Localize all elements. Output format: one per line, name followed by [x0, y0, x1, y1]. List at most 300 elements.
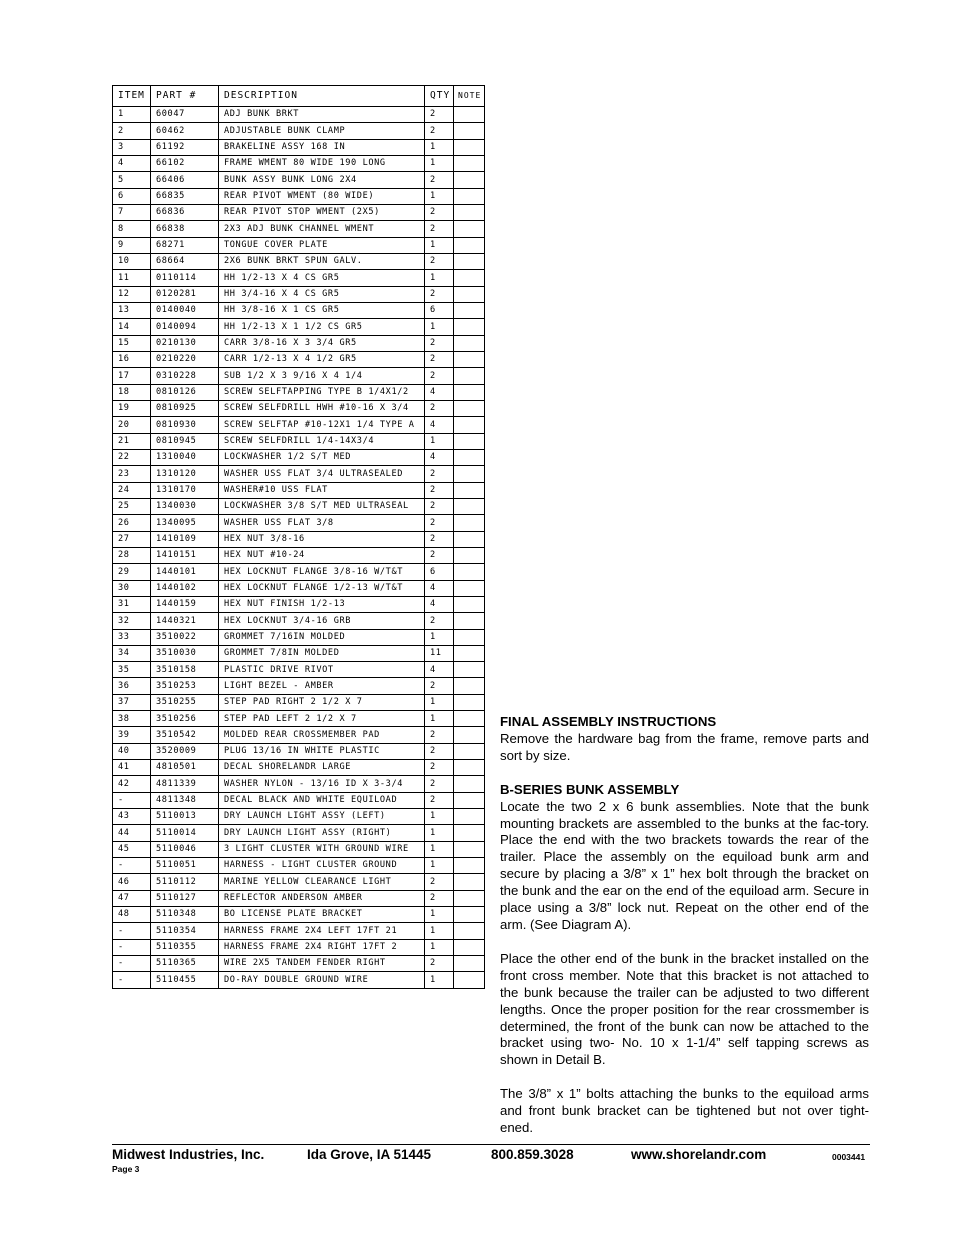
note-cell — [454, 221, 485, 237]
note-cell — [454, 596, 485, 612]
note-cell — [454, 433, 485, 449]
note-cell — [454, 204, 485, 220]
note-cell — [454, 531, 485, 547]
footer-city: Ida Grove, IA 51445 — [307, 1147, 432, 1162]
item-cell: 21 — [113, 433, 151, 449]
item-cell: 36 — [113, 678, 151, 694]
part-number-cell: 0110114 — [151, 270, 219, 286]
qty-cell: 1 — [425, 629, 454, 645]
part-number-cell: 1310170 — [151, 482, 219, 498]
bunk-assembly-paragraph-2: Place the other end of the bunk in the bracket installed on the front cross member. Note that this bracket is not attached to the bunk because the trailer can be adjusted to two different lengths. Once the proper position for the rear crossmember is determined, the front of the bunk can now be attached to the bracket using two- No. 10 x 1-1/4” self tapping screws as shown in Detail B. — [500, 950, 869, 1068]
part-number-cell: 1410109 — [151, 531, 219, 547]
table-row — [113, 727, 485, 743]
note-cell — [454, 760, 485, 776]
description-cell: SCREW SELFTAP #10-12X1 1/4 TYPE A — [219, 417, 425, 433]
item-cell: 46 — [113, 874, 151, 890]
qty-cell: 4 — [425, 580, 454, 596]
qty-cell: 2 — [425, 613, 454, 629]
qty-cell: 1 — [425, 711, 454, 727]
note-cell — [454, 368, 485, 384]
table-row — [113, 694, 485, 710]
table-row — [113, 760, 485, 776]
table-row — [113, 107, 485, 123]
table-row — [113, 400, 485, 416]
item-cell: 14 — [113, 319, 151, 335]
description-cell: DRY LAUNCH LIGHT ASSY (LEFT) — [219, 809, 425, 825]
table-row — [113, 711, 485, 727]
table-row — [113, 482, 485, 498]
table-row — [113, 139, 485, 155]
note-cell — [454, 841, 485, 857]
part-number-cell: 66406 — [151, 172, 219, 188]
assembly-instructions — [500, 714, 869, 1137]
table-row — [113, 613, 485, 629]
item-cell: - — [113, 792, 151, 808]
item-cell: 45 — [113, 841, 151, 857]
table-row — [113, 302, 485, 318]
header-description: DESCRIPTION — [219, 86, 425, 107]
part-number-cell: 3510256 — [151, 711, 219, 727]
part-number-cell: 3510030 — [151, 645, 219, 661]
qty-cell: 2 — [425, 776, 454, 792]
part-number-cell: 5110127 — [151, 890, 219, 906]
part-number-cell: 1310120 — [151, 466, 219, 482]
item-cell: 12 — [113, 286, 151, 302]
table-row — [113, 417, 485, 433]
qty-cell: 2 — [425, 727, 454, 743]
part-number-cell: 4810501 — [151, 760, 219, 776]
note-cell — [454, 629, 485, 645]
part-number-cell: 5110046 — [151, 841, 219, 857]
final-assembly-text: Remove the hardware bag from the frame, remove parts and sort by size. — [500, 730, 869, 763]
item-cell: 19 — [113, 400, 151, 416]
table-row — [113, 188, 485, 204]
table-row — [113, 384, 485, 400]
part-number-cell: 5110355 — [151, 939, 219, 955]
part-number-cell: 5110455 — [151, 972, 219, 988]
qty-cell: 2 — [425, 760, 454, 776]
note-cell — [454, 727, 485, 743]
description-cell: BO LICENSE PLATE BRACKET — [219, 907, 425, 923]
part-number-cell: 3520009 — [151, 743, 219, 759]
description-cell: HH 3/8-16 X 1 CS GR5 — [219, 302, 425, 318]
note-cell — [454, 711, 485, 727]
note-cell — [454, 890, 485, 906]
table-row — [113, 776, 485, 792]
description-cell: REFLECTOR ANDERSON AMBER — [219, 890, 425, 906]
description-cell: HEX NUT 3/8-16 — [219, 531, 425, 547]
description-cell: GROMMET 7/16IN MOLDED — [219, 629, 425, 645]
footer-phone: 800.859.3028 — [491, 1147, 574, 1162]
qty-cell: 1 — [425, 809, 454, 825]
part-number-cell: 66838 — [151, 221, 219, 237]
footer-website: www.shorelandr.com — [631, 1147, 767, 1162]
qty-cell: 1 — [425, 841, 454, 857]
part-number-cell: 68664 — [151, 253, 219, 269]
part-number-cell: 66835 — [151, 188, 219, 204]
table-row — [113, 580, 485, 596]
table-row — [113, 629, 485, 645]
description-cell: FRAME WMENT 80 WIDE 190 LONG — [219, 155, 425, 171]
table-row — [113, 939, 485, 955]
description-cell: STEP PAD RIGHT 2 1/2 X 7 — [219, 694, 425, 710]
item-cell: 37 — [113, 694, 151, 710]
note-cell — [454, 515, 485, 531]
item-cell: 4 — [113, 155, 151, 171]
item-cell: 43 — [113, 809, 151, 825]
table-row — [113, 564, 485, 580]
part-number-cell: 0210220 — [151, 351, 219, 367]
description-cell: LIGHT BEZEL - AMBER — [219, 678, 425, 694]
description-cell: HH 1/2-13 X 1 1/2 CS GR5 — [219, 319, 425, 335]
qty-cell: 11 — [425, 645, 454, 661]
item-cell: 5 — [113, 172, 151, 188]
part-number-cell: 5110013 — [151, 809, 219, 825]
note-cell — [454, 939, 485, 955]
part-number-cell: 5110051 — [151, 858, 219, 874]
description-cell: SCREW SELFDRILL 1/4-14X3/4 — [219, 433, 425, 449]
item-cell: 33 — [113, 629, 151, 645]
table-row — [113, 515, 485, 531]
note-cell — [454, 123, 485, 139]
part-number-cell: 3510158 — [151, 662, 219, 678]
note-cell — [454, 139, 485, 155]
part-number-cell: 5110014 — [151, 825, 219, 841]
description-cell: HH 3/4-16 X 4 CS GR5 — [219, 286, 425, 302]
qty-cell: 1 — [425, 433, 454, 449]
description-cell: WIRE 2X5 TANDEM FENDER RIGHT — [219, 956, 425, 972]
description-cell: HEX NUT #10-24 — [219, 547, 425, 563]
qty-cell: 2 — [425, 204, 454, 220]
item-cell: 9 — [113, 237, 151, 253]
qty-cell: 4 — [425, 384, 454, 400]
table-row — [113, 221, 485, 237]
note-cell — [454, 237, 485, 253]
table-row — [113, 825, 485, 841]
description-cell: BUNK ASSY BUNK LONG 2X4 — [219, 172, 425, 188]
part-number-cell: 1440159 — [151, 596, 219, 612]
note-cell — [454, 858, 485, 874]
part-number-cell: 5110365 — [151, 956, 219, 972]
description-cell: WASHER NYLON - 13/16 ID X 3-3/4 — [219, 776, 425, 792]
part-number-cell: 0810945 — [151, 433, 219, 449]
header-item: ITEM — [113, 86, 151, 107]
part-number-cell: 4811339 — [151, 776, 219, 792]
qty-cell: 2 — [425, 253, 454, 269]
table-row — [113, 466, 485, 482]
note-cell — [454, 972, 485, 988]
note-cell — [454, 564, 485, 580]
part-number-cell: 1410151 — [151, 547, 219, 563]
item-cell: 32 — [113, 613, 151, 629]
item-cell: 10 — [113, 253, 151, 269]
part-number-cell: 0210130 — [151, 335, 219, 351]
table-row — [113, 204, 485, 220]
note-cell — [454, 172, 485, 188]
item-cell: 29 — [113, 564, 151, 580]
table-row — [113, 956, 485, 972]
item-cell: 2 — [113, 123, 151, 139]
item-cell: 25 — [113, 498, 151, 514]
table-row — [113, 253, 485, 269]
description-cell: REAR PIVOT WMENT (80 WIDE) — [219, 188, 425, 204]
part-number-cell: 1310040 — [151, 449, 219, 465]
table-row — [113, 841, 485, 857]
table-row — [113, 449, 485, 465]
note-cell — [454, 645, 485, 661]
part-number-cell: 60047 — [151, 107, 219, 123]
item-cell: 41 — [113, 760, 151, 776]
note-cell — [454, 825, 485, 841]
qty-cell: 6 — [425, 302, 454, 318]
item-cell: 27 — [113, 531, 151, 547]
part-number-cell: 1340095 — [151, 515, 219, 531]
note-cell — [454, 351, 485, 367]
part-number-cell: 1440102 — [151, 580, 219, 596]
qty-cell: 2 — [425, 368, 454, 384]
description-cell: GROMMET 7/8IN MOLDED — [219, 645, 425, 661]
part-number-cell: 4811348 — [151, 792, 219, 808]
item-cell: 22 — [113, 449, 151, 465]
note-cell — [454, 335, 485, 351]
item-cell: 7 — [113, 204, 151, 220]
part-number-cell: 0810126 — [151, 384, 219, 400]
part-number-cell: 1440101 — [151, 564, 219, 580]
table-row — [113, 678, 485, 694]
note-cell — [454, 907, 485, 923]
header-part-number: PART # — [151, 86, 219, 107]
table-row — [113, 907, 485, 923]
description-cell: WASHER#10 USS FLAT — [219, 482, 425, 498]
parts-list-table — [112, 85, 485, 989]
item-cell: 11 — [113, 270, 151, 286]
table-row — [113, 858, 485, 874]
item-cell: 3 — [113, 139, 151, 155]
description-cell: HARNESS FRAME 2X4 RIGHT 17FT 2 — [219, 939, 425, 955]
page-number: Page 3 — [112, 1164, 140, 1174]
part-number-cell: 0140094 — [151, 319, 219, 335]
qty-cell: 1 — [425, 939, 454, 955]
part-number-cell: 60462 — [151, 123, 219, 139]
note-cell — [454, 809, 485, 825]
note-cell — [454, 776, 485, 792]
description-cell: SCREW SELFTAPPING TYPE B 1/4X1/2 — [219, 384, 425, 400]
description-cell: REAR PIVOT STOP WMENT (2X5) — [219, 204, 425, 220]
part-number-cell: 3510253 — [151, 678, 219, 694]
description-cell: WASHER USS FLAT 3/4 ULTRASEALED — [219, 466, 425, 482]
note-cell — [454, 400, 485, 416]
qty-cell: 1 — [425, 139, 454, 155]
qty-cell: 2 — [425, 956, 454, 972]
footer-divider — [112, 1144, 870, 1145]
qty-cell: 1 — [425, 155, 454, 171]
table-row — [113, 286, 485, 302]
item-cell: 13 — [113, 302, 151, 318]
part-number-cell: 66102 — [151, 155, 219, 171]
item-cell: 16 — [113, 351, 151, 367]
qty-cell: 2 — [425, 400, 454, 416]
qty-cell: 2 — [425, 466, 454, 482]
qty-cell: 1 — [425, 319, 454, 335]
qty-cell: 2 — [425, 351, 454, 367]
description-cell: PLASTIC DRIVE RIVOT — [219, 662, 425, 678]
qty-cell: 4 — [425, 662, 454, 678]
item-cell: 44 — [113, 825, 151, 841]
description-cell: ADJUSTABLE BUNK CLAMP — [219, 123, 425, 139]
table-row — [113, 531, 485, 547]
note-cell — [454, 923, 485, 939]
table-row — [113, 368, 485, 384]
item-cell: - — [113, 972, 151, 988]
item-cell: 35 — [113, 662, 151, 678]
item-cell: - — [113, 923, 151, 939]
description-cell: PLUG 13/16 IN WHITE PLASTIC — [219, 743, 425, 759]
part-number-cell: 0810930 — [151, 417, 219, 433]
table-row — [113, 123, 485, 139]
final-assembly-heading: FINAL ASSEMBLY INSTRUCTIONS — [500, 714, 717, 729]
note-cell — [454, 613, 485, 629]
table-row — [113, 890, 485, 906]
note-cell — [454, 302, 485, 318]
part-number-cell: 0810925 — [151, 400, 219, 416]
note-cell — [454, 498, 485, 514]
qty-cell: 2 — [425, 335, 454, 351]
item-cell: 1 — [113, 107, 151, 123]
qty-cell: 1 — [425, 907, 454, 923]
part-number-cell: 3510255 — [151, 694, 219, 710]
qty-cell: 2 — [425, 743, 454, 759]
description-cell: HEX NUT FINISH 1/2-13 — [219, 596, 425, 612]
description-cell: DRY LAUNCH LIGHT ASSY (RIGHT) — [219, 825, 425, 841]
item-cell: 42 — [113, 776, 151, 792]
table-row — [113, 270, 485, 286]
description-cell: DECAL SHORELANDR LARGE — [219, 760, 425, 776]
note-cell — [454, 678, 485, 694]
header-qty: QTY — [425, 86, 454, 107]
item-cell: - — [113, 858, 151, 874]
note-cell — [454, 874, 485, 890]
footer-document-number: 0003441 — [832, 1152, 866, 1162]
item-cell: - — [113, 956, 151, 972]
qty-cell: 1 — [425, 188, 454, 204]
item-cell: 6 — [113, 188, 151, 204]
table-row — [113, 351, 485, 367]
note-cell — [454, 547, 485, 563]
part-number-cell: 0310228 — [151, 368, 219, 384]
note-cell — [454, 956, 485, 972]
note-cell — [454, 155, 485, 171]
description-cell: HEX LOCKNUT 3/4-16 GRB — [219, 613, 425, 629]
description-cell: LOCKWASHER 1/2 S/T MED — [219, 449, 425, 465]
note-cell — [454, 417, 485, 433]
item-cell: 48 — [113, 907, 151, 923]
qty-cell: 2 — [425, 890, 454, 906]
description-cell: 2X3 ADJ BUNK CHANNEL WMENT — [219, 221, 425, 237]
item-cell: 30 — [113, 580, 151, 596]
footer-company: Midwest Industries, Inc. — [112, 1147, 265, 1162]
part-number-cell: 0120281 — [151, 286, 219, 302]
description-cell: HH 1/2-13 X 4 CS GR5 — [219, 270, 425, 286]
qty-cell: 2 — [425, 678, 454, 694]
note-cell — [454, 188, 485, 204]
qty-cell: 1 — [425, 825, 454, 841]
table-row — [113, 498, 485, 514]
part-number-cell: 66836 — [151, 204, 219, 220]
item-cell: 23 — [113, 466, 151, 482]
item-cell: 8 — [113, 221, 151, 237]
note-cell — [454, 466, 485, 482]
note-cell — [454, 319, 485, 335]
note-cell — [454, 580, 485, 596]
qty-cell: 1 — [425, 237, 454, 253]
note-cell — [454, 107, 485, 123]
item-cell: 39 — [113, 727, 151, 743]
qty-cell: 1 — [425, 694, 454, 710]
note-cell — [454, 743, 485, 759]
item-cell: 31 — [113, 596, 151, 612]
qty-cell: 1 — [425, 972, 454, 988]
qty-cell: 2 — [425, 482, 454, 498]
note-cell — [454, 286, 485, 302]
description-cell: MOLDED REAR CROSSMEMBER PAD — [219, 727, 425, 743]
qty-cell: 4 — [425, 596, 454, 612]
bunk-assembly-paragraph-3: The 3/8” x 1” bolts attaching the bunks to the equiload arms and front bunk bracket can be tightened but not over tight-ened. — [500, 1086, 869, 1136]
item-cell: 24 — [113, 482, 151, 498]
qty-cell: 1 — [425, 270, 454, 286]
item-cell: 40 — [113, 743, 151, 759]
part-number-cell: 5110112 — [151, 874, 219, 890]
qty-cell: 2 — [425, 874, 454, 890]
qty-cell: 2 — [425, 792, 454, 808]
note-cell — [454, 253, 485, 269]
table-row — [113, 596, 485, 612]
table-row — [113, 335, 485, 351]
description-cell: STEP PAD LEFT 2 1/2 X 7 — [219, 711, 425, 727]
part-number-cell: 3510542 — [151, 727, 219, 743]
qty-cell: 6 — [425, 564, 454, 580]
qty-cell: 2 — [425, 531, 454, 547]
description-cell: MARINE YELLOW CLEARANCE LIGHT — [219, 874, 425, 890]
table-row — [113, 874, 485, 890]
part-number-cell: 1440321 — [151, 613, 219, 629]
part-number-cell: 5110348 — [151, 907, 219, 923]
description-cell: DO-RAY DOUBLE GROUND WIRE — [219, 972, 425, 988]
item-cell: 38 — [113, 711, 151, 727]
qty-cell: 2 — [425, 515, 454, 531]
header-note: NOTE — [454, 86, 485, 107]
bunk-assembly-heading: B-SERIES BUNK ASSEMBLY — [500, 781, 680, 797]
table-row — [113, 319, 485, 335]
qty-cell: 2 — [425, 172, 454, 188]
table-row — [113, 172, 485, 188]
description-cell: HARNESS - LIGHT CLUSTER GROUND — [219, 858, 425, 874]
qty-cell: 2 — [425, 107, 454, 123]
part-number-cell: 68271 — [151, 237, 219, 253]
bunk-assembly-paragraph-1: Locate the two 2 x 6 bunk assemblies. Note that the bunk mounting brackets are assembled to the bunks at the fac-tory. Place the end with the two brackets towards the rear of the trailer. Place the assembly on the equiload bunk arm and secure by placing a 3/8” x 1” hex bolt through the bracket on the bunk and the ear on the end of the equiload arm. Secure in place using a 3/8” lock nut. Repeat on the other end of the arm. (See Diagram A). — [500, 798, 869, 932]
part-number-cell: 61192 — [151, 139, 219, 155]
table-row — [113, 237, 485, 253]
description-cell: SCREW SELFDRILL HWH #10-16 X 3/4 — [219, 400, 425, 416]
item-cell: 20 — [113, 417, 151, 433]
table-header-row — [113, 86, 485, 107]
note-cell — [454, 482, 485, 498]
table-row — [113, 662, 485, 678]
table-row — [113, 792, 485, 808]
part-number-cell: 1340030 — [151, 498, 219, 514]
note-cell — [454, 694, 485, 710]
qty-cell: 2 — [425, 286, 454, 302]
qty-cell: 4 — [425, 417, 454, 433]
